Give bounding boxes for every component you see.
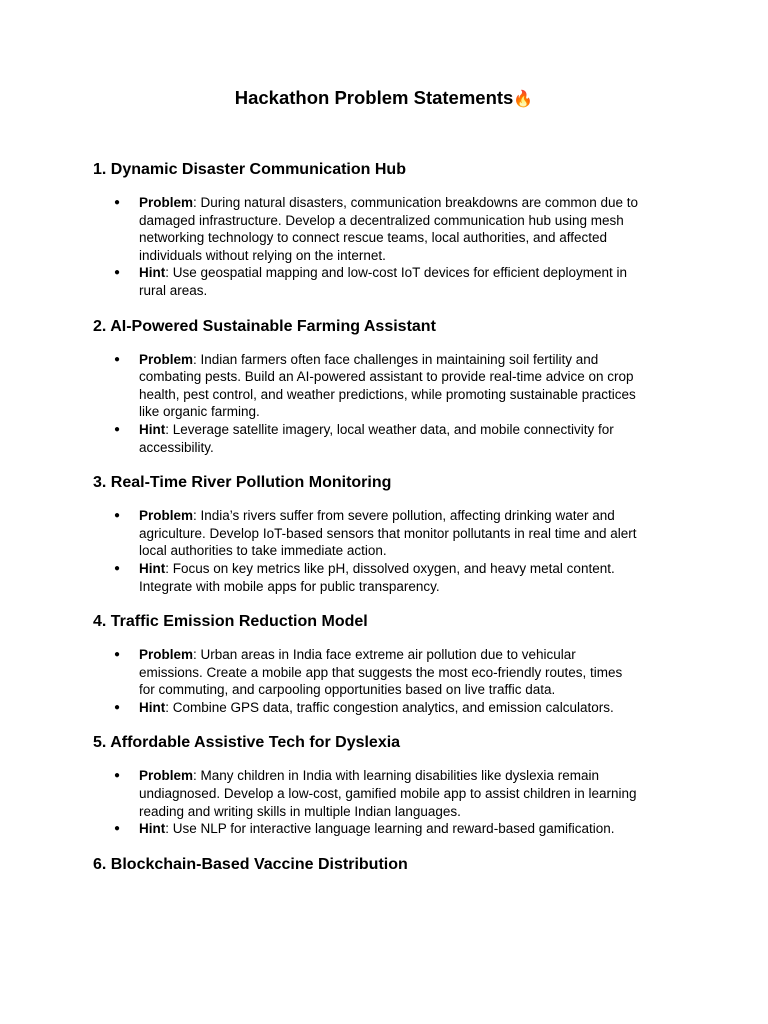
section-heading: 5. Affordable Assistive Tech for Dyslexia bbox=[93, 734, 401, 752]
title-text: Hackathon Problem Statements bbox=[234, 87, 514, 108]
problem-label: Problem bbox=[139, 768, 194, 784]
section-river-pollution-monitoring bbox=[93, 473, 693, 595]
hint-text: : Combine GPS data, traffic congestion analytics, and emission calculators. bbox=[165, 699, 614, 715]
hint-text: : Leverage satellite imagery, local weather data, and mobile connectivity for accessibility. bbox=[139, 421, 614, 455]
hint-bullet bbox=[93, 560, 639, 595]
problem-label: Problem bbox=[139, 351, 194, 367]
section-traffic-emission-model bbox=[93, 612, 693, 716]
hint-text: : Use NLP for interactive language learning and reward-based gamification. bbox=[165, 821, 615, 837]
fire-icon: 🔥 bbox=[513, 91, 534, 108]
hint-label: Hint bbox=[139, 699, 166, 715]
problem-bullet bbox=[93, 646, 639, 699]
document-body bbox=[93, 160, 693, 889]
problem-bullet bbox=[93, 194, 639, 264]
section-vaccine-distribution bbox=[93, 855, 693, 875]
hint-text: : Focus on key metrics like pH, dissolved oxygen, and heavy metal content. Integrate with mobile apps for public transparency. bbox=[139, 560, 615, 594]
hint-bullet bbox=[93, 264, 639, 299]
problem-bullet bbox=[93, 767, 639, 820]
section-heading: 3. Real-Time River Pollution Monitoring bbox=[93, 474, 392, 492]
section-heading: 2. AI-Powered Sustainable Farming Assistant bbox=[93, 317, 436, 335]
hint-bullet bbox=[93, 699, 639, 717]
bullet-list bbox=[93, 646, 693, 716]
bullet-list bbox=[93, 194, 693, 300]
bullet-list bbox=[93, 767, 693, 837]
hint-label: Hint bbox=[139, 421, 166, 437]
hint-text: : Use geospatial mapping and low-cost IoT devices for efficient deployment in rural areas. bbox=[139, 265, 628, 298]
section-disaster-communication-hub bbox=[93, 160, 693, 300]
problem-text: : Urban areas in India face extreme air pollution due to vehicular emissions. Create a mobile app that suggests the most eco-friendly routes, times for commuting, and carpooling opportunities based on live traffic data. bbox=[139, 647, 623, 698]
problem-text: : During natural disasters, communication breakdowns are common due to damaged infrastructure. Develop a decentralized communication hub using mesh networking technology to connect rescue teams, local authorities, and affected individuals without relying on the internet. bbox=[139, 195, 638, 263]
hint-label: Hint bbox=[139, 560, 166, 576]
section-heading: 6. Blockchain-Based Vaccine Distribution bbox=[93, 855, 408, 873]
problem-label: Problem bbox=[139, 647, 194, 663]
problem-label: Problem bbox=[139, 195, 194, 210]
bullet-list bbox=[93, 351, 693, 457]
document-title bbox=[0, 86, 768, 112]
section-dyslexia-assistive-tech bbox=[93, 733, 693, 837]
problem-text: : Indian farmers often face challenges in maintaining soil fertility and combating pests. Build an AI-powered assistant to provide real-time advice on crop health, pest control, and weather predictions, while promoting sustainable practices like organic farming. bbox=[139, 351, 636, 420]
problem-text: : Many children in India with learning disabilities like dyslexia remain undiagnosed. Develop a low-cost, gamified mobile app to assist children in learning reading and writing skills in multiple Indian languages. bbox=[139, 768, 637, 819]
section-heading: 4. Traffic Emission Reduction Model bbox=[93, 613, 368, 631]
hint-label: Hint bbox=[139, 821, 166, 837]
section-heading: 1. Dynamic Disaster Communication Hub bbox=[93, 161, 406, 178]
problem-bullet bbox=[93, 351, 639, 421]
problem-text: : India’s rivers suffer from severe pollution, affecting drinking water and agriculture. Develop IoT-based sensors that monitor pollutants in real time and alert local authorities to take immediate action. bbox=[139, 508, 637, 559]
section-farming-assistant bbox=[93, 317, 693, 457]
hint-label: Hint bbox=[139, 265, 166, 281]
bullet-list bbox=[93, 507, 693, 595]
hint-bullet bbox=[93, 820, 639, 838]
problem-bullet bbox=[93, 507, 639, 560]
hint-bullet bbox=[93, 421, 639, 456]
problem-label: Problem bbox=[139, 508, 194, 524]
